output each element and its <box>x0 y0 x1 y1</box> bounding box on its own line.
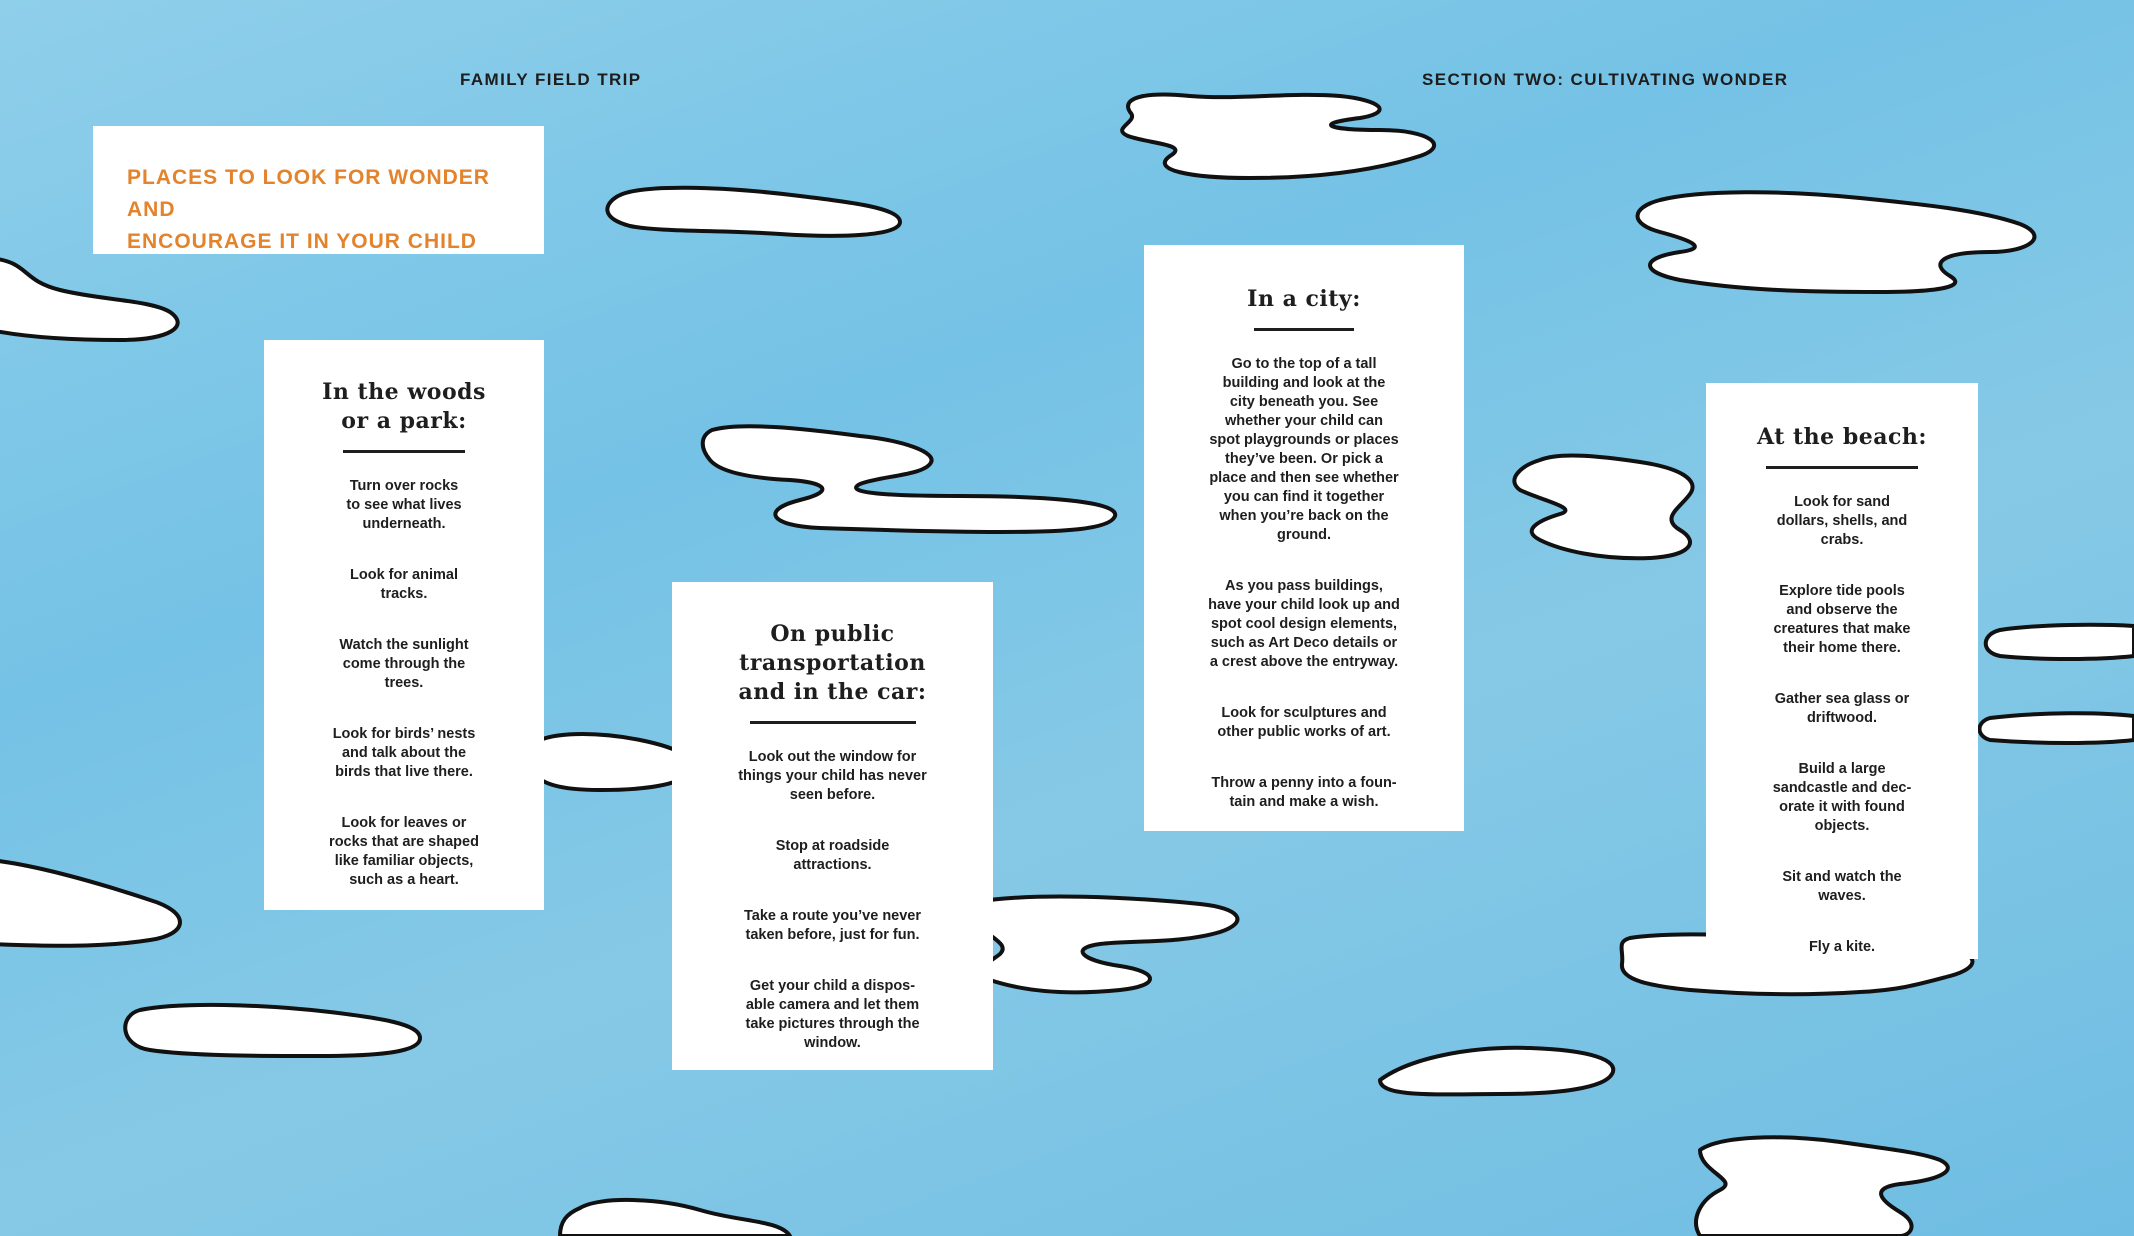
list-item-line: birds that live there. <box>335 764 473 780</box>
cloud <box>703 426 1115 532</box>
list-item-line: Look for animal <box>350 567 458 583</box>
list-item-line: underneath. <box>362 516 446 532</box>
list-item-line: orate it with found <box>1779 799 1905 815</box>
list-item <box>672 837 993 875</box>
list-item-line: have your child look up and <box>1208 597 1400 613</box>
card-heading: On public transportation and in the car: <box>738 621 927 705</box>
list-item-line: place and then see whether <box>1209 470 1399 486</box>
cloud <box>560 1200 790 1236</box>
page-title-line: PLACES TO LOOK FOR WONDER AND <box>127 166 490 221</box>
list-item-line: such as Art Deco details or <box>1210 635 1398 651</box>
list-item <box>1706 493 1978 550</box>
heading-rule <box>1254 328 1354 331</box>
list-item <box>264 814 544 890</box>
card-public-transportation <box>672 582 993 1070</box>
list-item <box>672 907 993 945</box>
cloud <box>976 897 1238 993</box>
list-item-line: Turn over rocks <box>349 478 459 494</box>
list-item <box>264 636 544 693</box>
list-item-line: you can find it together <box>1223 489 1385 505</box>
list-item-line: Gather sea glass or <box>1774 691 1910 707</box>
list-item-line: Throw a penny into a foun- <box>1211 775 1397 791</box>
list-item <box>1706 760 1978 836</box>
cloud <box>1980 713 2134 743</box>
list-item-line: Sit and watch the <box>1782 869 1902 885</box>
list-item-line: they’ve been. Or pick a <box>1225 451 1383 467</box>
list-item-line: Look for birds’ nests <box>332 726 476 742</box>
list-item-line: waves. <box>1818 888 1866 904</box>
list-item-line: able camera and let them <box>745 997 920 1013</box>
heading-rule <box>750 721 916 724</box>
list-item-line: when you’re back on the <box>1219 508 1389 524</box>
list-item-line: Look for sand <box>1794 494 1890 510</box>
list-item-line: things your child has never <box>738 768 927 784</box>
page-title-box <box>93 126 544 254</box>
card-heading: In a city: <box>1247 286 1361 312</box>
list-item-line: like familiar objects, <box>334 853 474 869</box>
cloud <box>1122 95 1434 178</box>
list-item-line: Go to the top of a tall <box>1231 356 1377 372</box>
list-item-line: rocks that are shaped <box>329 834 479 850</box>
list-item-line: come through the <box>342 656 466 672</box>
list-item-line: spot playgrounds or places <box>1209 432 1399 448</box>
page-title-line: ENCOURAGE IT IN YOUR CHILD <box>127 230 477 253</box>
list-item-line: Stop at roadside <box>775 838 890 854</box>
list-item-line: and talk about the <box>341 745 467 761</box>
list-item-line: tracks. <box>380 586 428 602</box>
list-item-line: other public works of art. <box>1217 724 1391 740</box>
list-item-line: building and look at the <box>1222 375 1386 391</box>
cloud <box>125 1005 420 1056</box>
list-item <box>1706 690 1978 728</box>
list-item-line: ground. <box>1277 527 1331 543</box>
list-item-line: Explore tide pools <box>1779 583 1905 599</box>
cloud <box>0 860 180 946</box>
card-city <box>1144 245 1464 831</box>
cloud <box>1986 625 2134 659</box>
list-item-line: crabs. <box>1820 532 1864 548</box>
list-item <box>672 748 993 805</box>
heading-rule <box>343 450 465 453</box>
list-item-line: Take a route you’ve never <box>743 908 922 924</box>
list-item-line: trees. <box>384 675 424 691</box>
list-item-line: Look for sculptures and <box>1221 705 1387 721</box>
list-item-line: to see what lives <box>346 497 462 513</box>
card-heading: In the woods or a park: <box>322 379 486 434</box>
list-item <box>1706 868 1978 906</box>
cloud <box>0 258 178 340</box>
list-item-line: creatures that make <box>1773 621 1911 637</box>
list-item-line: Look out the window for <box>748 749 917 765</box>
list-item-line: driftwood. <box>1806 710 1878 726</box>
list-item-line: spot cool design elements, <box>1210 616 1398 632</box>
list-item <box>264 477 544 534</box>
list-item-line: taken before, just for fun. <box>745 927 920 943</box>
list-item-line: a crest above the entryway. <box>1209 654 1399 670</box>
heading-rule <box>1766 466 1918 469</box>
list-item-line: Watch the sunlight <box>339 637 469 653</box>
list-item <box>264 566 544 604</box>
list-item-line: take pictures through the <box>745 1016 920 1032</box>
list-item-line: dollars, shells, and <box>1776 513 1908 529</box>
list-item <box>1144 704 1464 742</box>
list-item-line: tain and make a wish. <box>1229 794 1379 810</box>
cloud <box>525 734 692 790</box>
list-item-line: objects. <box>1814 818 1870 834</box>
list-item-line: attractions. <box>793 857 872 873</box>
cloud <box>1380 1048 1613 1095</box>
list-item-line: whether your child can <box>1225 413 1383 429</box>
list-item-line: sandcastle and dec- <box>1772 780 1912 796</box>
cloud <box>1638 192 2035 292</box>
cloud <box>1514 456 1692 559</box>
list-item-line: window. <box>804 1035 861 1051</box>
cloud <box>607 188 900 236</box>
list-item-line: Fly a kite. <box>1808 939 1876 955</box>
list-item-line: and observe the <box>1786 602 1898 618</box>
list-item <box>672 977 993 1053</box>
list-item <box>1706 582 1978 658</box>
card-woods-park <box>264 340 544 910</box>
list-item-line: their home there. <box>1783 640 1901 656</box>
list-item <box>1144 577 1464 672</box>
card-heading: At the beach: <box>1757 424 1927 450</box>
running-head-left: FAMILY FIELD TRIP <box>460 70 642 89</box>
list-item-line: As you pass buildings, <box>1225 578 1383 594</box>
running-head-right: SECTION TWO: CULTIVATING WONDER <box>1422 70 1789 89</box>
list-item <box>1144 355 1464 545</box>
card-beach <box>1706 383 1978 959</box>
list-item <box>1706 938 1978 957</box>
cloud <box>1696 1137 1948 1236</box>
list-item <box>1144 774 1464 812</box>
list-item-line: Look for leaves or <box>341 815 467 831</box>
list-item-line: seen before. <box>789 787 876 803</box>
list-item-line: such as a heart. <box>349 872 459 888</box>
list-item-line: Build a large <box>1798 761 1886 777</box>
list-item-line: Get your child a dispos- <box>749 978 916 994</box>
list-item <box>264 725 544 782</box>
list-item-line: city beneath you. See <box>1229 394 1379 410</box>
